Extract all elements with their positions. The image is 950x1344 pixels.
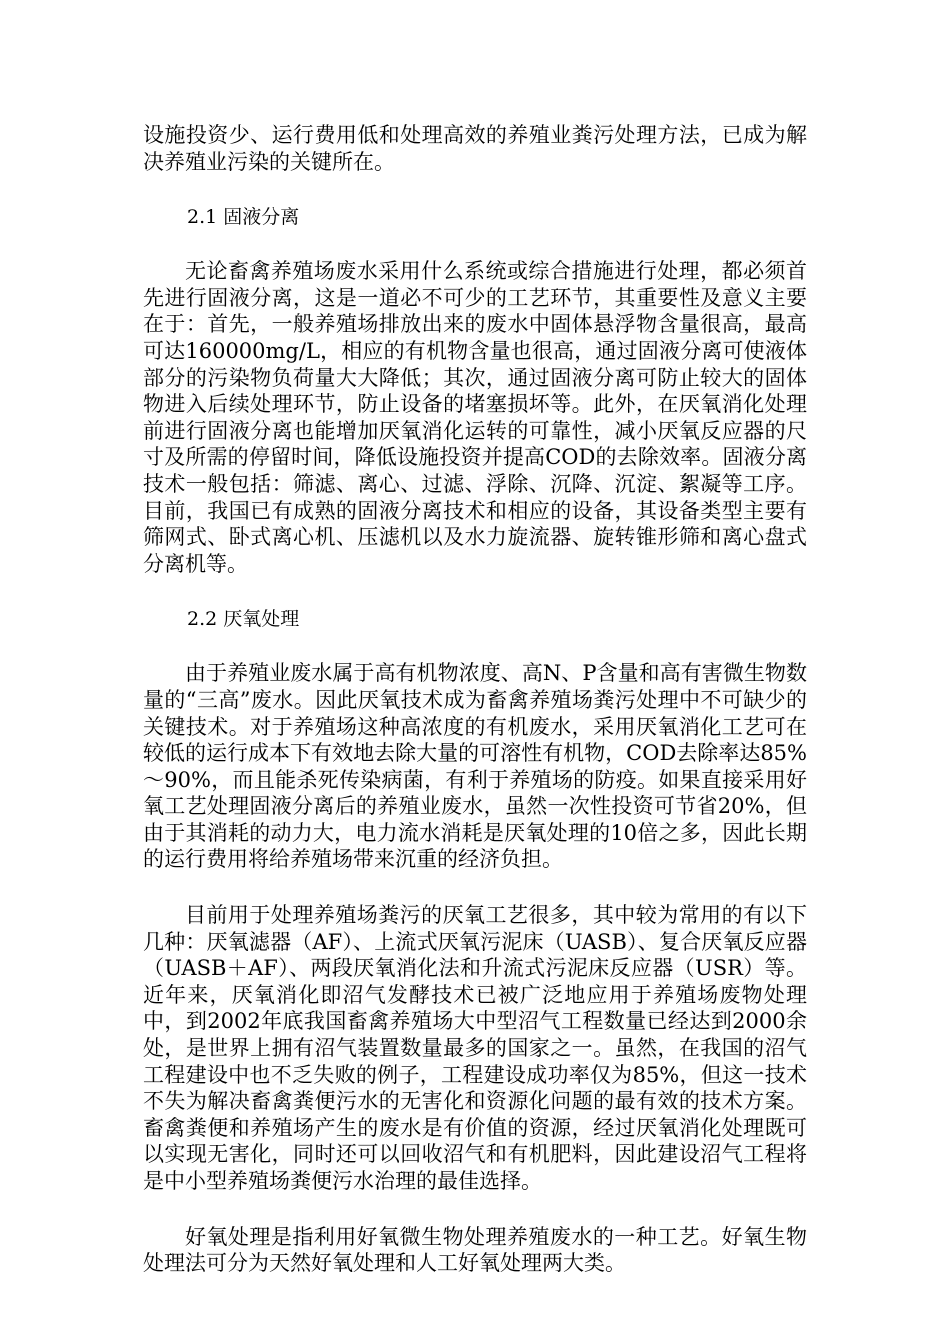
spacer: [143, 230, 807, 258]
section-heading-anaerobic-treatment: 2.2 厌氧处理: [187, 608, 300, 631]
document-body: [143, 122, 807, 1277]
paragraph-solid-liquid-separation: 无论畜禽养殖场废水采用什么系统或综合措施进行处理，都必须首先进行固液分离，这是一道必不可少的工艺环节，其重要性及意义主要在于：首先，一般养殖场排放出来的废水中固体悬浮物含量很高，最高可达160000mg/L，相应的有机物含量也很高，通过固液分离可使液体部分的污染物负荷量大大降低；其次，通过固液分离可防止较大的固体物进入后续处理环节，防止设备的堵塞损坏等。此外，在厌氧消化处理前进行固液分离也能增加厌氧消化运转的可靠性，减小厌氧反应器的尺寸及所需的停留时间，降低设施投资并提高COD的去除效率。固液分离技术一般包括：筛滤、离心、过滤、浮除、沉降、沉淀、絮凝等工序。目前，我国已有成熟的固液分离技术和相应的设备，其设备类型主要有筛网式、卧式离心机、压滤机以及水力旋流器、旋转锥形筛和离心盘式分离机等。: [143, 259, 807, 576]
spacer: [143, 577, 807, 606]
paragraph-aerobic-treatment: 好氧处理是指利用好氧微生物处理养殖废水的一种工艺。好氧生物处理法可分为天然好氧处理和人工好氧处理两大类。: [143, 1224, 807, 1276]
spacer: [143, 632, 807, 660]
spacer: [143, 175, 807, 204]
spacer: [143, 1195, 807, 1224]
spacer: [143, 873, 807, 902]
paragraph-anaerobic-treatment: 由于养殖业废水属于高有机物浓度、高N、P含量和高有害微生物数量的“三高”废水。因此厌氧技术成为畜禽养殖场粪污处理中不可缺少的关键技术。对于养殖场这种高浓度的有机废水，采用厌氧消化工艺可在较低的运行成本下有效地去除大量的可溶性有机物，COD去除率达85%～90%，而且能杀死传染病菌，有利于养殖场的防疫。如果直接采用好氧工艺处理固液分离后的养殖业废水，虽然一次性投资可节省20%，但由于其消耗的动力大，电力流水消耗是厌氧处理的10倍之多，因此长期的运行费用将给养殖场带来沉重的经济负担。: [143, 661, 807, 872]
paragraph-intro-continued: 设施投资少、运行费用低和处理高效的养殖业粪污处理方法，已成为解决养殖业污染的关键所在。: [143, 123, 807, 174]
section-heading-solid-liquid-separation: 2.1 固液分离: [187, 206, 300, 229]
paragraph-anaerobic-processes: 目前用于处理养殖场粪污的厌氧工艺很多，其中较为常用的有以下几种：厌氧滤器（AF）、上流式厌氧污泥床（UASB）、复合厌氧反应器（UASB＋AF）、两段厌氧消化法和升流式污泥床反应器（USR）等。近年来，厌氧消化即沼气发酵技术已被广泛地应用于养殖场废物处理中，到2002年底我国畜禽养殖场大中型沼气工程数量已经达到2000余处，是世界上拥有沼气装置数量最多的国家之一。虽然，在我国的沼气工程建设中也不乏失败的例子，工程建设成功率仅为85%，但这一技术不失为解决畜禽粪便污水的无害化和资源化问题的最有效的技术方案。畜禽粪便和养殖场产生的废水是有价值的资源，经过厌氧消化处理既可以实现无害化，同时还可以回收沼气和有机肥料，因此建设沼气工程将是中小型养殖场粪便污水治理的最佳选择。: [143, 903, 807, 1193]
